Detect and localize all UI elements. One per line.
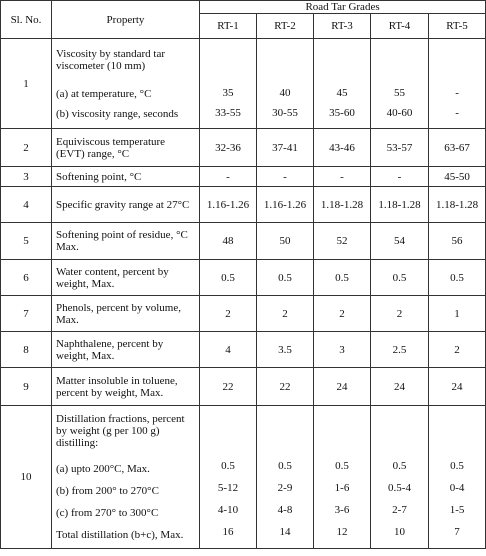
value-cell: 24 <box>314 368 371 406</box>
value-cell: 50 <box>257 223 314 260</box>
value-cell: 32-36 <box>200 129 257 167</box>
property-label: Matter insoluble in toluene, percent by weight, Max. <box>52 368 200 406</box>
value-cell: 48 <box>200 223 257 260</box>
value-b: 1-6 <box>334 482 350 494</box>
value-cell <box>314 406 371 549</box>
value-b: 2-9 <box>277 482 293 494</box>
value-b: 35-60 <box>329 106 355 119</box>
value-cell: 1.18-1.28 <box>429 187 486 223</box>
value-cell: 3.5 <box>257 332 314 368</box>
value-cell: 53-57 <box>371 129 429 167</box>
value-cell: - <box>371 167 429 187</box>
value-a: 40 <box>279 86 291 99</box>
table-row-2 <box>1 129 486 167</box>
header-property: Property <box>52 1 200 39</box>
property-cell <box>52 39 200 129</box>
property-label: Specific gravity range at 27°C <box>52 187 200 223</box>
row-number: 9 <box>1 368 52 406</box>
row-number: 3 <box>1 167 52 187</box>
value-cell: 24 <box>429 368 486 406</box>
property-label: Softening point of residue, °C Max. <box>52 223 200 260</box>
value-b: 33-55 <box>215 106 241 119</box>
value-cell: 3 <box>314 332 371 368</box>
row-number: 2 <box>1 129 52 167</box>
table-row-7 <box>1 296 486 332</box>
property-subitem-a: (a) at temperature, °C <box>56 87 152 100</box>
property-subitem-b: (b) from 200° to 270°C <box>56 485 159 497</box>
value-c: 3-6 <box>334 504 350 516</box>
value-cell <box>429 406 486 549</box>
value-cell: 45-50 <box>429 167 486 187</box>
value-total: 10 <box>394 526 405 538</box>
property-label: Phenols, percent by volume, Max. <box>52 296 200 332</box>
value-c: 1-5 <box>449 504 465 516</box>
value-cell: 0.5 <box>200 260 257 296</box>
table-row-3 <box>1 167 486 187</box>
value-a: 0.5 <box>450 460 464 472</box>
value-a: 45 <box>336 86 348 99</box>
value-cell <box>314 39 371 129</box>
value-a: 0.5 <box>335 460 349 472</box>
value-b: 40-60 <box>386 106 413 119</box>
value-cell: 2 <box>314 296 371 332</box>
header-road-tar-grades: Road Tar Grades <box>200 1 486 14</box>
value-cell: 2 <box>371 296 429 332</box>
value-cell: 22 <box>200 368 257 406</box>
header-grade-rt4: RT-4 <box>371 14 429 39</box>
table-row-6 <box>1 260 486 296</box>
value-cell: 4 <box>200 332 257 368</box>
table-row-9 <box>1 368 486 406</box>
value-cell: 1.16-1.26 <box>257 187 314 223</box>
value-cell <box>371 406 429 549</box>
value-cell: 0.5 <box>257 260 314 296</box>
header-grade-rt3: RT-3 <box>314 14 371 39</box>
value-cell <box>257 39 314 129</box>
value-cell: 37-41 <box>257 129 314 167</box>
property-title: Viscosity by standard tar viscometer (10 mm) <box>56 47 166 72</box>
property-label: Softening point, °C <box>52 167 200 187</box>
row-number: 8 <box>1 332 52 368</box>
row-number: 1 <box>1 39 52 129</box>
table-row-1 <box>1 39 486 129</box>
value-cell <box>429 39 486 129</box>
value-a: 35 <box>222 86 234 99</box>
value-b: 30-55 <box>272 106 298 119</box>
property-label: Naphthalene, percent by weight, Max. <box>52 332 200 368</box>
value-cell: 1.18-1.28 <box>314 187 371 223</box>
value-cell: - <box>257 167 314 187</box>
value-cell: - <box>314 167 371 187</box>
table-row-8 <box>1 332 486 368</box>
value-cell: 2 <box>257 296 314 332</box>
value-total: 16 <box>222 526 234 538</box>
header-sl-no: Sl. No. <box>1 1 52 39</box>
value-cell: 0.5 <box>429 260 486 296</box>
value-c: 2-7 <box>392 504 407 516</box>
value-cell: - <box>200 167 257 187</box>
property-title: Distillation fractions, percent by weight (g per 100 g) distilling: <box>56 413 185 449</box>
table-row-5 <box>1 223 486 260</box>
value-cell: 63-67 <box>429 129 486 167</box>
value-cell: 22 <box>257 368 314 406</box>
property-subitem-total: Total distillation (b+c), Max. <box>56 529 184 541</box>
value-cell <box>371 39 429 129</box>
row-number: 7 <box>1 296 52 332</box>
value-cell: 1.16-1.26 <box>200 187 257 223</box>
table-row-4 <box>1 187 486 223</box>
header-grade-rt1: RT-1 <box>200 14 257 39</box>
value-a: 0.5 <box>392 460 407 472</box>
value-cell: 1.18-1.28 <box>371 187 429 223</box>
value-cell: 2 <box>200 296 257 332</box>
value-cell: 43-46 <box>314 129 371 167</box>
property-cell <box>52 406 200 549</box>
value-total: 7 <box>454 526 460 538</box>
property-subitem-b: (b) viscosity range, seconds <box>56 107 179 120</box>
value-cell: 52 <box>314 223 371 260</box>
table-row-10 <box>1 406 486 549</box>
value-cell <box>200 406 257 549</box>
value-cell: 1 <box>429 296 486 332</box>
property-subitem-c: (c) from 270° to 300°C <box>56 507 159 519</box>
value-cell: 56 <box>429 223 486 260</box>
value-b: 0-4 <box>449 482 465 494</box>
value-total: 12 <box>336 526 348 538</box>
row-number: 5 <box>1 223 52 260</box>
value-total: 14 <box>279 526 291 538</box>
value-b: 5-12 <box>217 482 239 494</box>
row-number: 4 <box>1 187 52 223</box>
header-grade-rt5: RT-5 <box>429 14 486 39</box>
value-c: 4-8 <box>277 504 293 516</box>
value-a: - <box>455 86 459 99</box>
value-cell: 2 <box>429 332 486 368</box>
header-grade-rt2: RT-2 <box>257 14 314 39</box>
value-cell: 2.5 <box>371 332 429 368</box>
value-cell: 54 <box>371 223 429 260</box>
value-cell <box>200 39 257 129</box>
value-cell: 24 <box>371 368 429 406</box>
row-number: 10 <box>1 406 52 549</box>
value-c: 4-10 <box>217 504 239 516</box>
property-label: Equiviscous temperature (EVT) range, °C <box>52 129 200 167</box>
value-cell <box>257 406 314 549</box>
value-a: 0.5 <box>221 460 235 472</box>
value-b: 0.5-4 <box>388 482 411 494</box>
value-a: 55 <box>394 86 405 99</box>
property-subitem-a: (a) upto 200°C, Max. <box>56 463 150 475</box>
value-cell: 0.5 <box>371 260 429 296</box>
row-number: 6 <box>1 260 52 296</box>
value-cell: 0.5 <box>314 260 371 296</box>
property-label: Water content, percent by weight, Max. <box>52 260 200 296</box>
value-b: - <box>455 106 459 119</box>
value-a: 0.5 <box>278 460 292 472</box>
